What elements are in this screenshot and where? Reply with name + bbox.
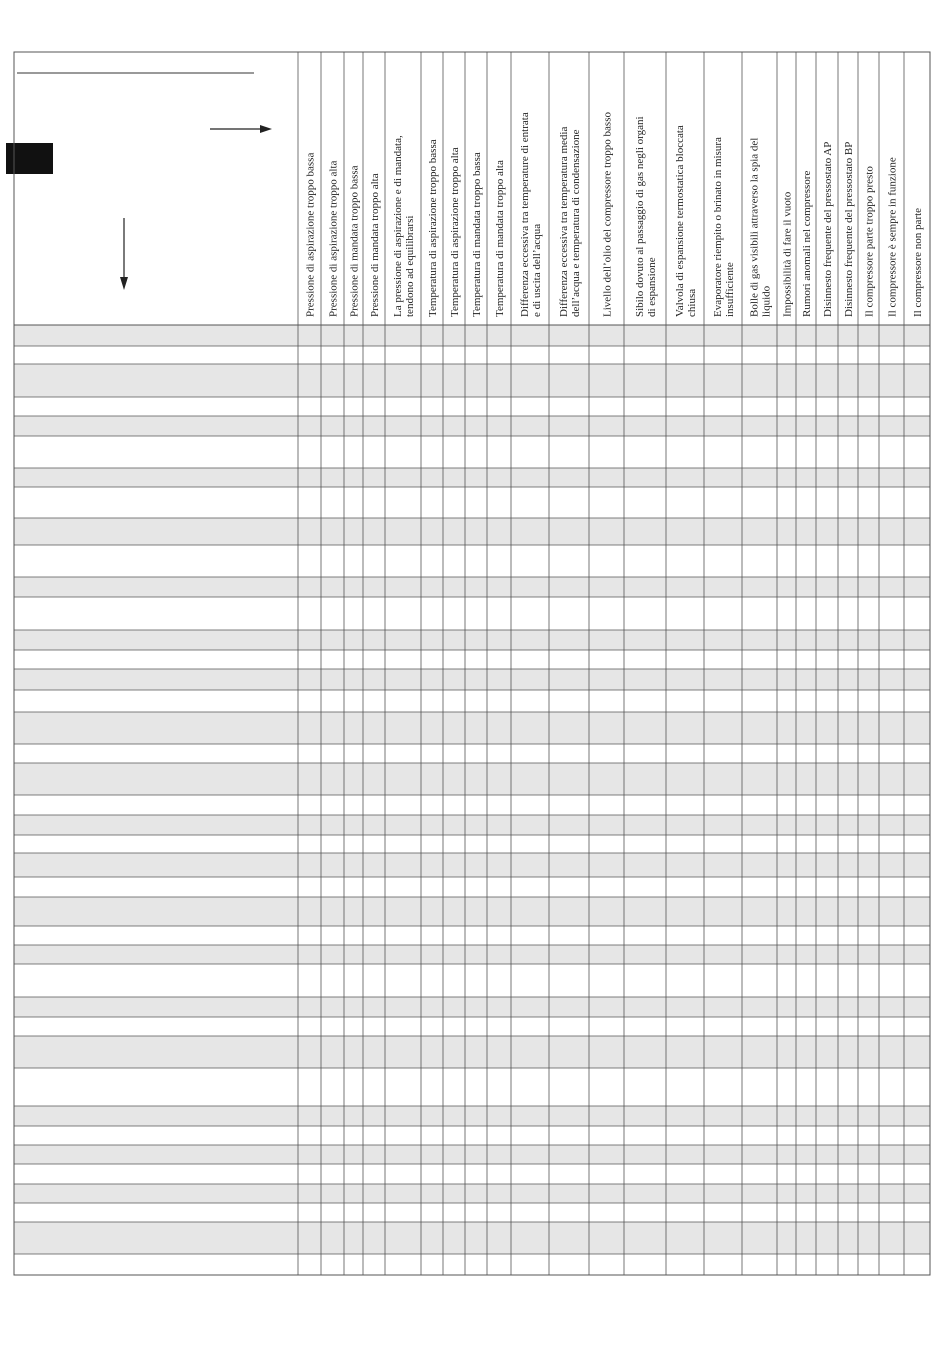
table-row [14,597,930,630]
column-header-text: chiusa [686,288,698,317]
table-row [14,964,930,997]
table-row [14,835,930,853]
table-row [14,397,930,416]
column-header-text: Il compressore non parte [912,207,924,317]
table-row [14,1145,930,1164]
table-row [14,577,930,597]
table-row [14,1184,930,1203]
column-header [328,160,340,317]
table-row [14,877,930,897]
column-header-text: e di uscita dell’acqua [531,223,543,317]
table-row [14,1164,930,1184]
column-header-text: Pressione di aspirazione troppo bassa [304,152,317,317]
column-header-text: Temperatura di mandata troppo alta [494,160,506,317]
table-row [14,545,930,577]
column-header [494,160,506,317]
column-header-text: Sibilo dovuto al passaggio di gas negli organi [634,116,646,317]
column-header-text: Pressione di aspirazione troppo alta [327,160,340,317]
column-header-text: dell’acqua e temperatura di condensazione [570,129,582,317]
table-row [14,468,930,487]
table-row [14,945,930,964]
section-tab-marker [6,143,53,174]
table-row [14,926,930,945]
table-row [14,1106,930,1126]
column-header [427,139,439,317]
table-row [14,795,930,815]
column-header-text: di espansione [646,257,658,317]
column-header [822,142,834,317]
table-row [14,1254,930,1275]
column-header-text: Bolle di gas visibili attraverso la spia del [748,137,761,317]
column-header-text: Temperatura di mandata troppo bassa [471,152,483,317]
table-row [14,897,930,926]
table-row [14,744,930,763]
column-header-text: Differenza eccessiva tra temperatura media [558,126,570,317]
table-row [14,436,930,468]
column-header-text: Livello dell’olio del compressore troppo basso [601,112,614,317]
column-header [369,173,381,317]
column-header [749,138,773,317]
column-header [843,142,855,317]
table-row [14,518,930,545]
column-header-text: Impossibilità di fare il vuoto [781,191,794,317]
column-header [864,166,876,317]
table-row [14,416,930,436]
column-header-text: liquido [760,285,773,317]
table-row [14,346,930,364]
column-header-text: Temperatura di aspirazione troppo alta [449,147,461,317]
table-row [14,650,930,669]
column-header [305,153,317,317]
column-header [558,127,582,317]
column-header-text: Differenza eccessiva tra temperature di entrata [519,112,531,317]
column-header [634,116,658,317]
column-header-text: insufficiente [724,262,736,317]
column-header-text: Il compressore parte troppo presto [863,166,876,317]
table-row [14,1222,930,1254]
table-row [14,853,930,877]
column-header [449,147,461,317]
table-row [14,325,930,346]
column-header-text: Evaporatore riempito o brinato in misura [712,137,724,317]
column-header-text: Disinnesto frequente del pressostato AP [822,141,834,317]
column-header-text: tendono ad equilibrarsi [404,215,416,317]
table-row [14,712,930,744]
table-row [14,997,930,1017]
column-header-text: Pressione di mandata troppo bassa [348,165,361,317]
column-header [712,137,736,317]
table-row [14,669,930,690]
column-header [602,112,614,317]
column-header [674,125,698,317]
column-header [392,135,416,317]
table-row [14,1068,930,1106]
table-row [14,763,930,795]
column-header-text: Rumori anomali nel compressore [801,170,813,317]
column-header [887,157,899,317]
table-row [14,487,930,518]
table-row [14,630,930,650]
table-row [14,1017,930,1036]
table-row [14,1036,930,1068]
column-header [349,165,361,317]
column-header-text: Il compressore è sempre in funzione [886,157,899,317]
column-header-text: Disinnesto frequente del pressostato BP [843,141,855,317]
column-header-text: La pressione di aspirazione e di mandata, [392,135,404,317]
table-row [14,1203,930,1222]
column-header [912,208,924,317]
column-header-text: Temperatura di aspirazione troppo bassa [427,139,439,317]
table-row [14,364,930,397]
column-header [801,171,813,317]
column-header-text: Pressione di mandata troppo alta [369,173,381,317]
table-row [14,815,930,835]
arrow-right-icon [210,125,272,133]
column-header [782,191,794,317]
arrow-down-icon [120,218,128,290]
column-header [519,112,543,317]
table-row [14,1126,930,1145]
column-header-text: Valvola di espansione termostatica bloccata [674,125,686,317]
table-row [14,690,930,712]
column-header [471,152,483,317]
